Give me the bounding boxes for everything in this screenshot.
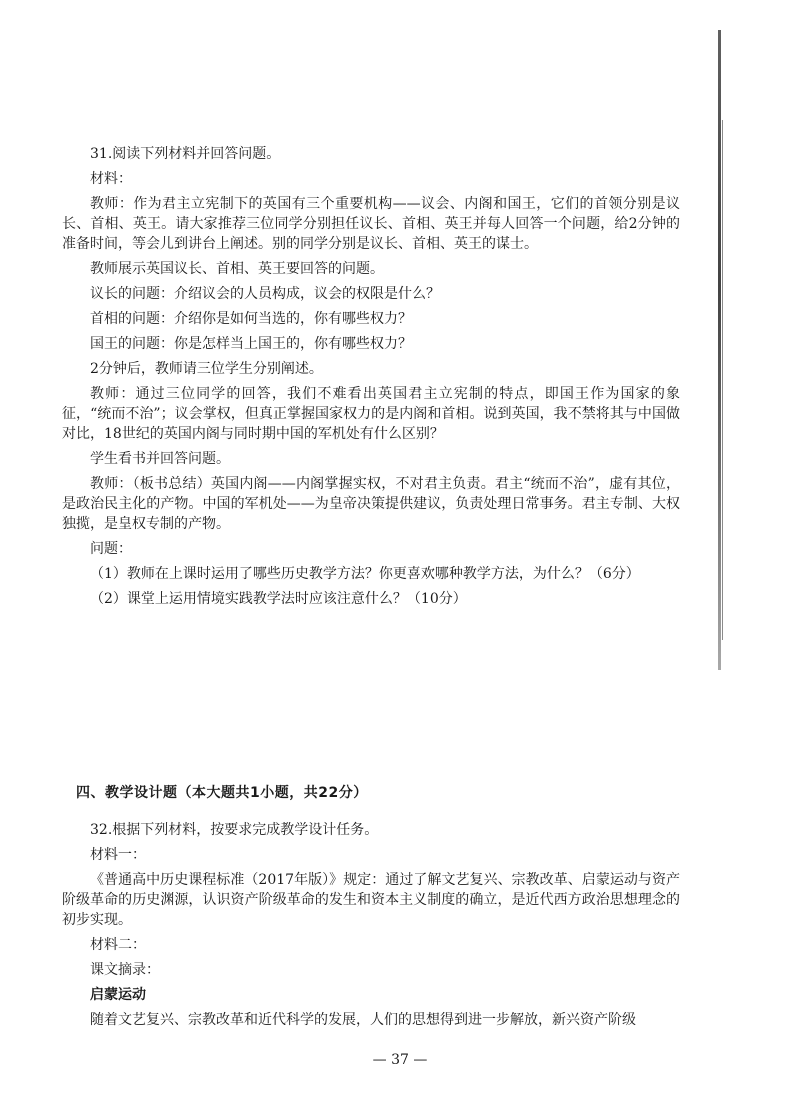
scan-edge-mark-thin [722,120,723,640]
q31-para-6: 2分钟后，教师请三位学生分别阐述。 [90,361,323,377]
q31-para-4: 首相的问题：介绍你是如何当选的，你有哪些权力？ [90,311,412,327]
question-31 [62,144,680,614]
q31-para-7: 教师：通过三位同学的回答，我们不难看出英国君主立宪制的特点，即国王作为国家的象征，“统而不治”；议会掌权，但真正掌握国家权力的是内阁和首相。说到英国，我不禁将其与中国做对比，18世纪的英国内阁与同时期中国的军机处有什么区别？ [62,386,680,442]
q31-question-1: （1）教师在上课时运用了哪些历史教学方法？你更喜欢哪种教学方法，为什么？（6分） [90,566,640,582]
q31-para-5: 国王的问题：你是怎样当上国王的，你有哪些权力？ [90,336,412,352]
q32-material1-text: 《普通高中历史课程标准（2017年版）》规定：通过了解文艺复兴、宗教改革、启蒙运动与资产阶级革命的历史渊源，认识资产阶级革命的发生和资本主义制度的确立，是近代西方政治思想理念的初步实现。 [62,872,680,928]
q31-para-9: 教师：（板书总结）英国内阁——内阁掌握实权，不对君主负责。君主“统而不治”，虚有其位，是政治民主化的产物。中国的军机处——为皇帝决策提供建议，负责处理日常事务。君主专制、大权独揽，是皇权专制的产物。 [62,476,680,532]
q32-subheading: 启蒙运动 [90,987,146,1003]
page-number: — 37 — [372,1052,428,1068]
q31-para-8: 学生看书并回答问题。 [90,451,230,467]
q31-title: 31.阅读下列材料并回答问题。 [90,146,281,162]
section-4-heading: 四、教学设计题（本大题共1小题，共22分） [76,785,368,801]
q31-questions-label: 问题： [90,541,132,557]
q32-excerpt-text: 随着文艺复兴、宗教改革和近代科学的发展，人们的思想得到进一步解放，新兴资产阶级 [90,1012,636,1028]
scan-edge-mark [718,30,721,670]
q31-para-3: 议长的问题：介绍议会的人员构成，议会的权限是什么？ [90,286,440,302]
q32-material2-label: 材料二： [90,937,146,953]
q32-title: 32.根据下列材料，按要求完成教学设计任务。 [90,822,379,838]
q32-excerpt-label: 课文摘录： [90,962,160,978]
q31-para-2: 教师展示英国议长、首相、英王要回答的问题。 [90,261,384,277]
q31-para-1: 教师：作为君主立宪制下的英国有三个重要机构——议会、内阁和国王，它们的首领分别是议长、首相、英王。请大家推荐三位同学分别担任议长、首相、英王并每人回答一个问题，给2分钟的准备时间，等会儿到讲台上阐述。别的同学分别是议长、首相、英王的谋士。 [62,196,680,252]
q31-question-2: （2）课堂上运用情境实践教学法时应该注意什么？（10分） [90,591,467,607]
question-32 [62,820,680,1035]
q31-material-label: 材料： [90,171,132,187]
q32-material1-label: 材料一： [90,847,146,863]
